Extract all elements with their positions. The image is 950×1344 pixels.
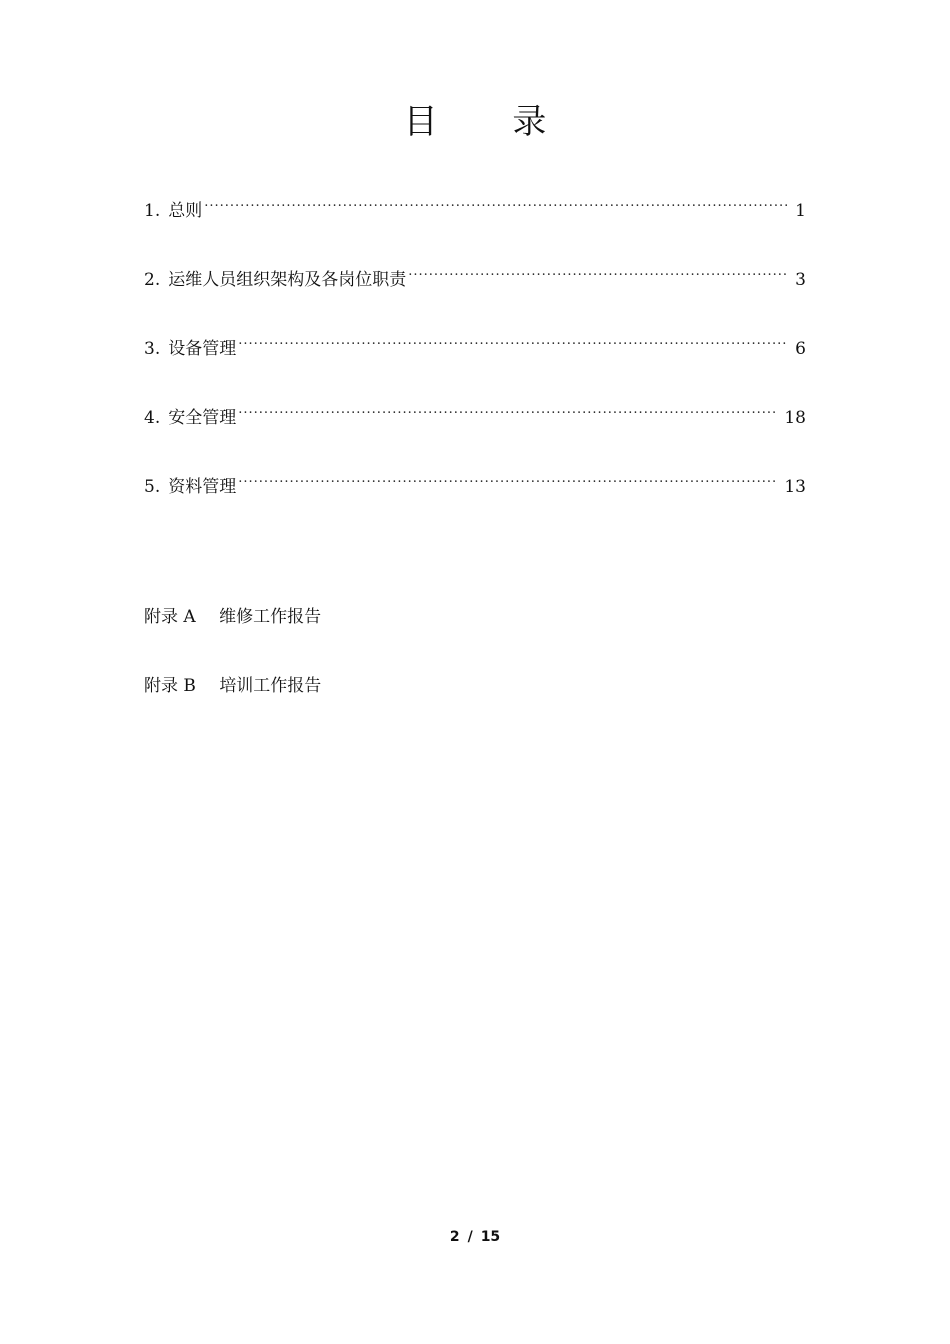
- toc-entry-page: 6: [795, 339, 806, 359]
- toc-entry-3[interactable]: [144, 328, 806, 359]
- appendix-entry-b[interactable]: [144, 673, 321, 699]
- toc-entry-text: 运维人员组织架构及各岗位职责: [168, 270, 407, 290]
- current-page-number: 2: [449, 1229, 460, 1245]
- toc-entry-4[interactable]: [144, 397, 806, 428]
- toc-dot-leader: [238, 328, 787, 354]
- toc-entry-text: 设备管理: [168, 339, 237, 359]
- table-of-contents: [144, 190, 806, 535]
- toc-entry-2[interactable]: [144, 259, 806, 290]
- toc-entry-page: 18: [784, 408, 806, 428]
- toc-entry-number: 1.: [144, 201, 161, 221]
- toc-entry-number: 2.: [144, 270, 161, 290]
- toc-entry-5[interactable]: [144, 466, 806, 497]
- toc-entry-number: 4.: [144, 408, 161, 428]
- toc-entry-text: 总则: [168, 201, 203, 221]
- toc-entry-page: 1: [795, 201, 806, 221]
- appendix-label: 附录 A: [144, 607, 196, 627]
- toc-dot-leader: [238, 466, 776, 492]
- appendix-text: 培训工作报告: [219, 676, 322, 696]
- toc-entry-page: 3: [795, 270, 806, 290]
- toc-entry-text: 安全管理: [168, 408, 237, 428]
- toc-entry-number: 3.: [144, 339, 161, 359]
- toc-entry-number: 5.: [144, 477, 161, 497]
- page-number-footer: [0, 1226, 950, 1248]
- appendix-list: [144, 604, 321, 742]
- toc-dot-leader: [238, 397, 776, 423]
- toc-entry-1[interactable]: [144, 190, 806, 221]
- total-page-count: 15: [480, 1229, 501, 1245]
- toc-dot-leader: [408, 259, 787, 285]
- appendix-entry-a[interactable]: [144, 604, 321, 630]
- page-number-separator: /: [467, 1229, 473, 1245]
- appendix-text: 维修工作报告: [219, 607, 322, 627]
- toc-entry-text: 资料管理: [168, 477, 237, 497]
- toc-entry-page: 13: [784, 477, 806, 497]
- appendix-label: 附录 B: [144, 676, 196, 696]
- page-title: 目 录: [403, 102, 579, 142]
- toc-dot-leader: [204, 190, 787, 216]
